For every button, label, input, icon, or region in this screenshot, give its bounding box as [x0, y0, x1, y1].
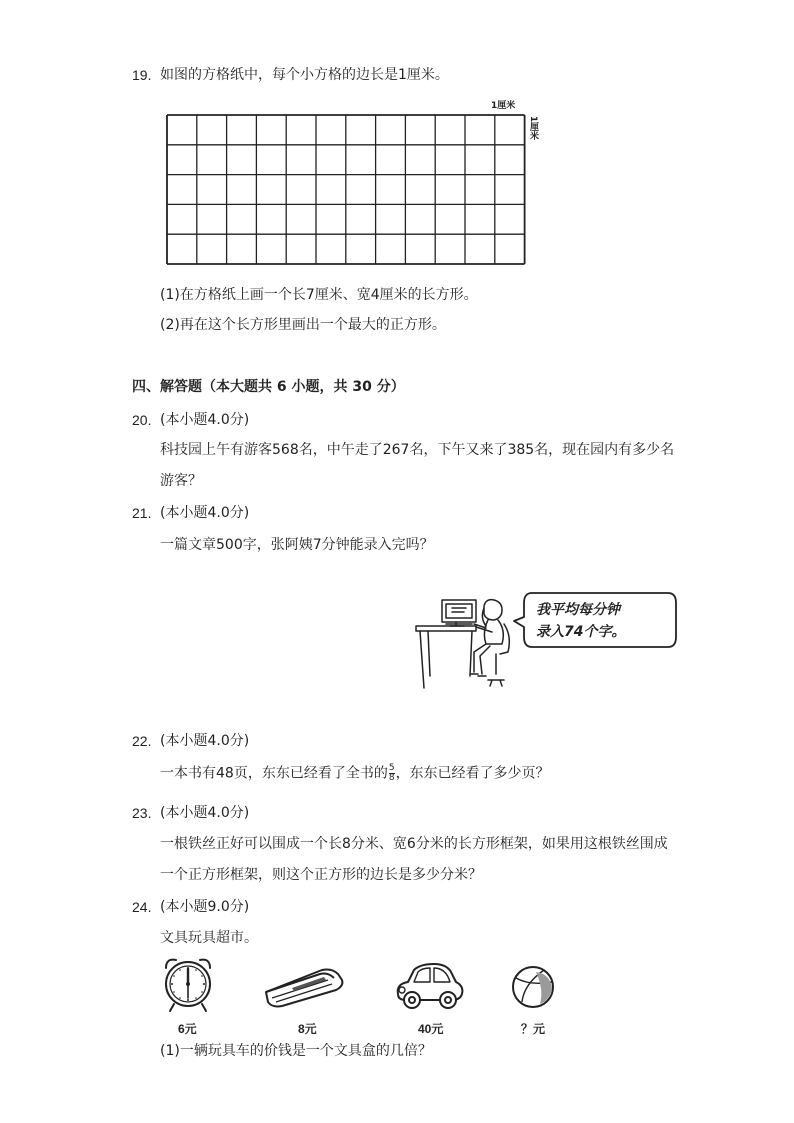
q20-number: 20.: [132, 412, 152, 428]
q20-text-line2: 游客？: [160, 473, 202, 489]
q23-score: (本小题4.0分): [160, 805, 250, 821]
alarm-clock-icon: [160, 954, 216, 1014]
grid-unit-label-side: 1厘米: [528, 116, 538, 141]
q24-stem: 文具玩具超市。: [160, 930, 258, 946]
q19-stem: 如图的方格纸中，每个小方格的边长是1厘米。: [160, 67, 449, 83]
q21-stem: 一篇文章500字，张阿姨7分钟能录入完吗？: [160, 537, 434, 553]
q21-score: (本小题4.0分): [160, 505, 250, 521]
grid-unit-label-top: 1厘米: [491, 101, 516, 111]
fraction-numerator: 5: [388, 763, 395, 773]
q23-text-line1: 一根铁丝正好可以围成一个长8分米、宽6分米的长方形框架，如果用这根铁丝围成: [160, 836, 668, 852]
q19-part2: (2)再在这个长方形里画出一个最大的正方形。: [160, 317, 446, 333]
q23-text-line2: 一个正方形框架，则这个正方形的边长是多少分米？: [160, 867, 482, 883]
q19-number: 19.: [132, 67, 152, 83]
fraction-denominator: 8: [388, 773, 395, 783]
q23-number: 23.: [132, 805, 152, 821]
price-pencil-box: 8元: [298, 1022, 317, 1036]
speech-bubble-line1: 我平均每分钟: [536, 602, 620, 618]
square-grid: [166, 113, 526, 265]
q20-text-line1: 科技园上午有游客568名，中午走了267名，下午又来了385名，现在园内有多少名: [160, 442, 675, 458]
price-toy-car: 40元: [418, 1022, 444, 1036]
q22-fraction: [389, 764, 395, 783]
section-heading: 四、解答题（本大题共 6 小题，共 30 分）: [132, 379, 405, 395]
q19-part1: (1)在方格纸上画一个长7厘米、宽4厘米的长方形。: [160, 287, 478, 303]
typist-illustration: [412, 596, 522, 692]
q24-score: (本小题9.0分): [160, 899, 250, 915]
ball-icon: [510, 964, 556, 1010]
q21-number: 21.: [132, 505, 152, 521]
q20-score: (本小题4.0分): [160, 412, 250, 428]
pencil-box-icon: [262, 966, 346, 1008]
q24-part1: (1)一辆玩具车的价钱是一个文具盒的几倍？: [160, 1043, 432, 1059]
price-clock: 6元: [178, 1022, 197, 1036]
q22-number: 22.: [132, 733, 152, 749]
q22-score: (本小题4.0分): [160, 733, 250, 749]
q22-text-before: 一本书有48页，东东已经看了全书的: [160, 765, 388, 782]
q22-text: [160, 764, 550, 783]
price-ball: ？元: [521, 1022, 546, 1036]
speech-bubble: [512, 589, 678, 653]
speech-bubble-line2: 录入74个字。: [536, 624, 626, 640]
q22-text-after: ，东东已经看了多少页？: [395, 765, 550, 782]
toy-car-icon: [392, 962, 466, 1012]
q24-number: 24.: [132, 899, 152, 915]
